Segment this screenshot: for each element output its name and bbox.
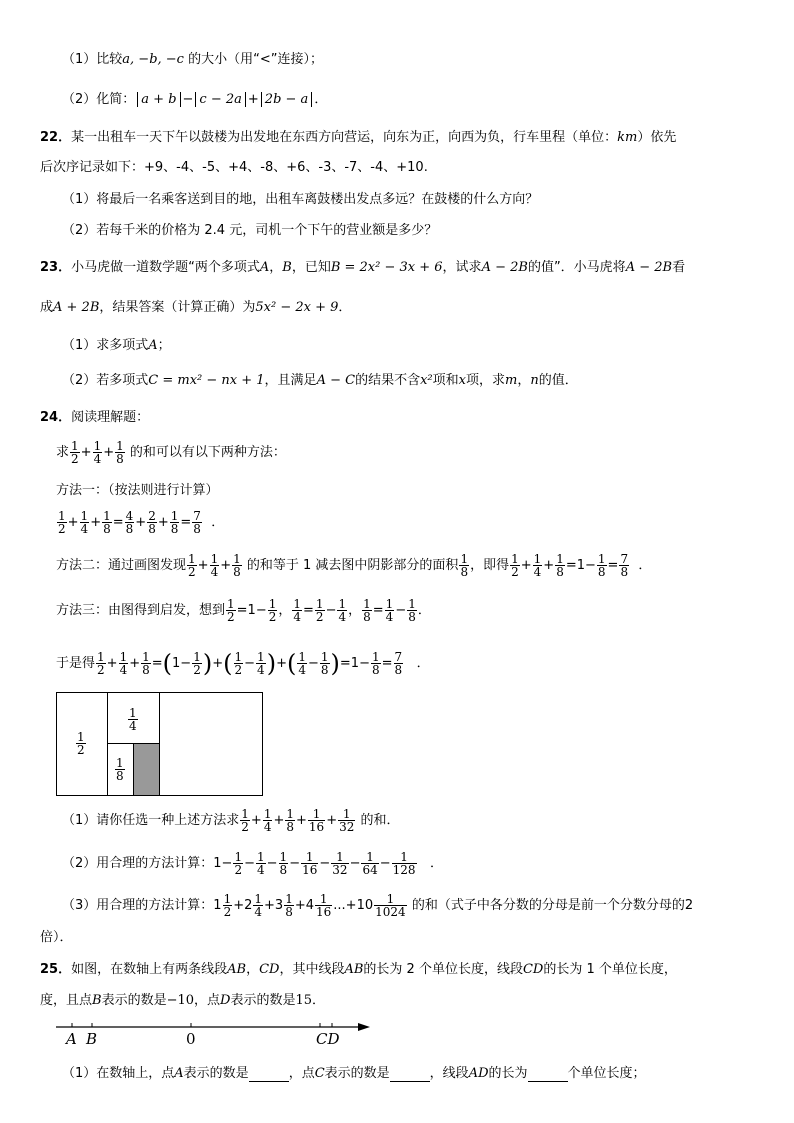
q23-text: ，且满足 xyxy=(264,373,317,388)
q25-text: 表示的数是 xyxy=(101,993,167,1008)
q24-text: 的和等于 1 减去图中阴影部分的面积 xyxy=(246,558,459,573)
punct: ． xyxy=(429,856,443,871)
q24-method3: 方法三：由图得到启发，想到 $\frac{1}{2}$ =1− $\frac{1}{2}$ ， $\frac{1}{4}$ = $\frac{1}{2}$ − $\frac{1}{4}$ ， $\frac{1}{8}$ = $\frac{1}{4}$ − $\frac{1}{8}$ ． xyxy=(56,597,431,624)
q24-method1-title: 方法一：（按法则进行计算） xyxy=(56,483,219,498)
q23-text: 小马虎做一道数学题“两个多项式 xyxy=(71,260,260,275)
q24-text: 求 xyxy=(56,445,70,460)
point-D: D xyxy=(220,993,231,1008)
expr-A-C: A − C xyxy=(316,373,356,388)
q21-part2: （2）化简： a + b − c − 2a + 2b − a ． xyxy=(62,92,328,107)
label-quarter: $\frac{1}{4}$ xyxy=(129,706,137,733)
q25-text: 表示的数是 xyxy=(230,993,296,1008)
q25-text: ． xyxy=(312,993,326,1008)
q23-text: ，已知 xyxy=(291,260,331,275)
q23-text: ，试求 xyxy=(442,260,482,275)
seg-CD: CD xyxy=(259,962,280,977)
q23-text: （2）若多项式 xyxy=(62,373,149,388)
axis-label-CD: CD xyxy=(316,1030,340,1048)
q25-text: 度，且点 xyxy=(40,993,93,1008)
var-A: A xyxy=(148,338,158,353)
q25-text: 如图，在数轴上有两条线段 xyxy=(71,962,228,977)
q25-text: ，其中线段 xyxy=(279,962,345,977)
q25-stem-line2 xyxy=(40,993,325,1009)
q22-stem-line2: 后次序记录如下：+9、-4、-5、+4、-8、+6、-3、-7、-4、+10. xyxy=(40,160,428,175)
shaded-region xyxy=(134,744,160,795)
answer-blank[interactable] xyxy=(249,1069,289,1082)
number-line xyxy=(56,1018,376,1050)
fraction: $\frac{1}{2}$ xyxy=(71,439,79,466)
seg-CD: CD xyxy=(522,962,544,977)
value-B: −10 xyxy=(166,993,195,1008)
q24-part3: （3）用合理的方法计算：1 $\frac{1}{2}$ +2 $\frac{1}{4}$ +3 $\frac{1}{8}$ +4 $\frac{1}{16}$ ...+10 $\frac{1}{1024}$ 的和（式子中各分数的分母是前一个分数分母的2 xyxy=(62,892,694,919)
q24-title xyxy=(40,410,149,426)
expr-A+2B: A + 2B xyxy=(53,300,100,315)
q25-text: 的长为 1 个单位长度， xyxy=(543,962,677,977)
question-number: 23． xyxy=(40,260,72,275)
q22-text: ）依先 xyxy=(637,130,677,145)
q24-intro: 求 $\frac{1}{2}$ + $\frac{1}{4}$ + $\frac{1}{8}$ 的和可以有以下两种方法： xyxy=(56,439,286,466)
seg-AD: AD xyxy=(468,1066,489,1081)
q23-part1 xyxy=(62,338,171,354)
question-number: 25． xyxy=(40,962,72,977)
var-n: n xyxy=(530,373,539,388)
point-A: A xyxy=(174,1066,184,1081)
q25-text: ，点 xyxy=(288,1066,315,1081)
q23-text: 项和 xyxy=(432,373,459,388)
expr-A-2B: A − 2B xyxy=(481,260,528,275)
q24-text: （1）请你任选一种上述方法求 xyxy=(62,813,240,828)
fraction: $\frac{1}{4}$ xyxy=(93,439,102,466)
area-diagram xyxy=(56,692,263,796)
var-x: x xyxy=(458,373,466,388)
abs-expression: 2b − a xyxy=(261,92,313,107)
q22-part1: （1）将最后一名乘客送到目的地，出租车离鼓楼出发点多远？在鼓楼的什么方向？ xyxy=(62,192,539,207)
q23-text: 项，求 xyxy=(465,373,505,388)
q22-text: 某一出租车一天下午以鼓楼为出发地在东西方向营运，向东为正，向西为负，行车里程（单位： xyxy=(71,130,618,145)
expr-C: C = mx² − nx + 1 xyxy=(148,373,265,388)
q23-text: （1）求多项式 xyxy=(62,338,149,353)
expr-A-2B: A − 2B xyxy=(625,260,673,275)
q25-part1 xyxy=(62,1066,646,1082)
var-m: m xyxy=(505,373,518,388)
q25-text: ，点 xyxy=(194,993,221,1008)
q22-stem-line1 xyxy=(40,130,676,146)
q25-text: （1）在数轴上，点 xyxy=(62,1066,175,1081)
expr-B: B = 2x² − 3x + 6 xyxy=(330,260,443,275)
q23-text: 的值”．小马虎将 xyxy=(527,260,626,275)
q24-text: （2）用合理的方法计算： xyxy=(62,856,214,871)
question-number: 22． xyxy=(40,130,72,145)
axis-label-A: A xyxy=(66,1030,77,1048)
q24-text: （3）用合理的方法计算： xyxy=(62,898,214,913)
q23-text: ，结果答案（计算正确）为 xyxy=(99,300,256,315)
seg-AB: AB xyxy=(227,962,247,977)
q24-part2: （2）用合理的方法计算：1− $\frac{1}{2}$ − $\frac{1}{4}$ − $\frac{1}{8}$ − $\frac{1}{16}$ − $\frac{1}{32}$ − $\frac{1}{64}$ − $\frac{1}{128}$ ． xyxy=(62,850,443,877)
q24-part3-cont: 倍）． xyxy=(40,930,73,945)
q25-text: 的长为 xyxy=(488,1066,528,1081)
q21-p1-prefix: （1）比较 xyxy=(62,52,123,67)
abs-expression: c − 2a xyxy=(195,92,245,107)
q23-text: 的值． xyxy=(538,373,578,388)
q22-part2: （2）若每千米的价格为 2.4 元，司机一个下午的营业额是多少？ xyxy=(62,223,438,238)
q24-text: 方法三：由图得到启发，想到 xyxy=(56,603,226,618)
q21-p2-suffix: ． xyxy=(314,92,328,107)
seg-AB: AB xyxy=(344,962,364,977)
q21-p1-vars: a, −b, −c xyxy=(122,52,184,67)
q23-stem-line2 xyxy=(40,300,351,316)
var-A: A xyxy=(259,260,270,275)
var-x2: x² xyxy=(420,373,433,388)
punct: ． xyxy=(211,515,225,530)
q23-part2: （2）若多项式C = mx² − nx + 1，且满足A − C的结果不含x²项和x项，求m，n的值． xyxy=(62,373,578,388)
answer-blank[interactable] xyxy=(390,1069,430,1082)
q24-text: 的和． xyxy=(360,813,400,828)
q25-text: ，线段 xyxy=(429,1066,469,1081)
q24-result: 于是得 $\frac{1}{2}$ + $\frac{1}{4}$ + $\frac{1}{8}$ =(1− $\frac{1}{2}$ )+( $\frac{1}{2}$ − $\frac{1}{4}$ )+( $\frac{1}{4}$ − $\frac{1}{8}$ )=1− $\frac{1}{8}$ = $\frac{7}{8}$ ． xyxy=(56,649,430,678)
punct: ． xyxy=(417,603,431,618)
q24-part1: （1）请你任选一种上述方法求 $\frac{1}{2}$ + $\frac{1}{4}$ + $\frac{1}{8}$ + $\frac{1}{16}$ + $\frac{1}{32}$ 的和． xyxy=(62,807,400,834)
q24-text: 的和可以有以下两种方法： xyxy=(129,445,286,460)
q23-text: 成 xyxy=(40,300,54,315)
q23-text: 看 xyxy=(672,260,686,275)
q24-method1-expr: $\frac{1}{2}$ + $\frac{1}{4}$ + $\frac{1}{8}$ = $\frac{4}{8}$ + $\frac{2}{8}$ + $\frac{1}{8}$ = $\frac{7}{8}$ ． xyxy=(58,509,225,536)
q23-text: ． xyxy=(338,300,352,315)
label-eighth: $\frac{1}{8}$ xyxy=(116,756,124,783)
q21-p1-suffix: 的大小（用“<”连接）； xyxy=(183,52,323,67)
q24-text: 阅读理解题： xyxy=(71,410,150,425)
q24-text: 方法二：通过画图发现 xyxy=(56,558,187,573)
punct: ， xyxy=(348,603,362,618)
q25-text: 的长为 2 个单位长度，线段 xyxy=(363,962,523,977)
q23-text: 的结果不含 xyxy=(355,373,421,388)
expr-answer: 5x² − 2x + 9 xyxy=(255,300,339,315)
punct: ． xyxy=(638,558,652,573)
q21-part1 xyxy=(62,52,323,68)
var-B: B xyxy=(282,260,292,275)
q25-text: 表示的数是 xyxy=(324,1066,390,1081)
fraction: $\frac{1}{8}$ xyxy=(116,439,124,466)
axis-label-0: 0 xyxy=(186,1030,196,1048)
q25-text: 表示的数是 xyxy=(183,1066,249,1081)
unit: km xyxy=(617,130,638,145)
punct: ． xyxy=(416,656,430,671)
q24-text: 于是得 xyxy=(56,656,96,671)
q21-p2-prefix: （2）化简： xyxy=(62,92,136,107)
punct: ， xyxy=(278,603,292,618)
label-half: $\frac{1}{2}$ xyxy=(77,730,85,757)
question-number: 24． xyxy=(40,410,72,425)
answer-blank[interactable] xyxy=(528,1069,568,1082)
point-B: B xyxy=(92,993,102,1008)
point-C: C xyxy=(314,1066,325,1081)
axis-label-B: B xyxy=(86,1030,98,1048)
q23-text: ； xyxy=(157,338,171,353)
q25-stem-line1: 25．如图，在数轴上有两条线段AB，CD，其中线段AB的长为 2 个单位长度，线段CD的长为 1 个单位长度， xyxy=(40,962,677,977)
q24-text: ，即得 xyxy=(470,558,510,573)
q25-text: 个单位长度； xyxy=(567,1066,646,1081)
q23-stem-line1: 23．小马虎做一道数学题“两个多项式A，B，已知B = 2x² − 3x + 6，试求A − 2B的值”．小马虎将A − 2B看 xyxy=(40,260,686,275)
abs-expression: a + b xyxy=(137,92,180,107)
axis-arrow xyxy=(358,1023,370,1031)
value-D: 15 xyxy=(295,993,313,1008)
q24-text: 的和（式子中各分数的分母是前一个分数分母的2 xyxy=(411,898,694,913)
q24-method2: 方法二：通过画图发现 $\frac{1}{2}$ + $\frac{1}{4}$ + $\frac{1}{8}$ 的和等于 1 减去图中阴影部分的面积 $\frac{1}{8}$ ，即得 $\frac{1}{2}$ + $\frac{1}{4}$ + $\frac{1}{8}$ =1− $\frac{1}{8}$ = $\frac{7}{8}$ ． xyxy=(56,552,652,579)
